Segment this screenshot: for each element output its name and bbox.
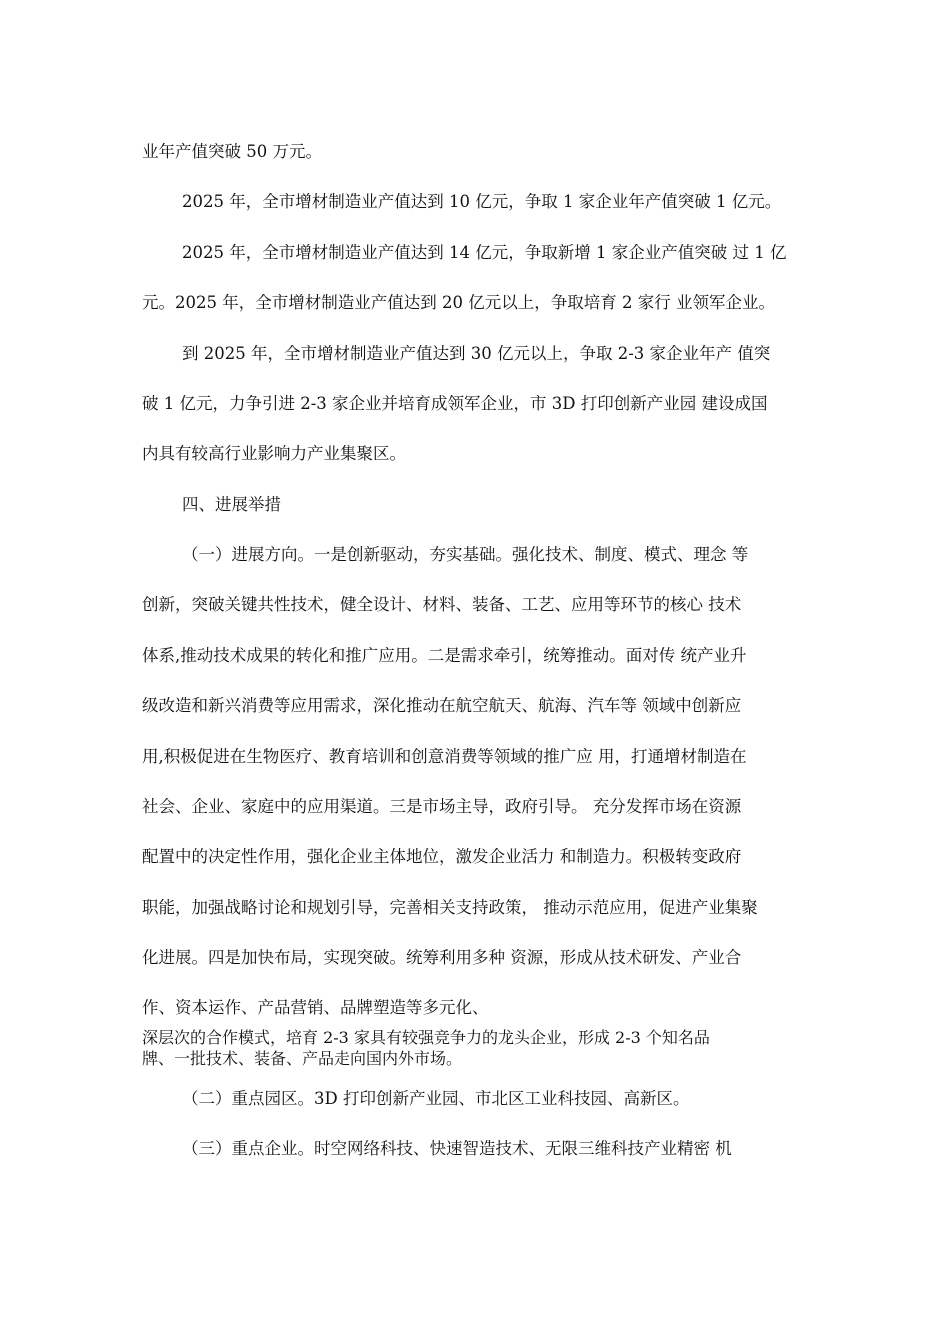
paragraph-line: 职能，加强战略讨论和规划引导，完善相关支持政策， 推动示范应用，促进产业集聚: [142, 898, 758, 917]
paragraph-line: 元。2025 年，全市增材制造业产值达到 20 亿元以上，争取培育 2 家行 业领军企业。: [142, 293, 775, 312]
paragraph-line: 2025 年，全市增材制造业产值达到 10 亿元，争取 1 家企业年产值突破 1 亿元。: [182, 192, 782, 211]
paragraph-line: 级改造和新兴消费等应用需求，深化推动在航空航天、航海、汽车等 领域中创新应: [142, 696, 742, 715]
paragraph-line: 社会、企业、家庭中的应用渠道。三是市场主导，政府引导。 充分发挥市场在资源: [142, 797, 742, 816]
section-heading: 四、进展举措: [182, 495, 281, 514]
paragraph-line: 2025 年，全市增材制造业产值达到 14 亿元，争取新增 1 家企业产值突破 过 1 亿: [182, 243, 787, 262]
paragraph-line: （一）进展方向。一是创新驱动，夯实基础。强化技术、制度、模式、理念 等: [182, 545, 749, 564]
paragraph-line: 到 2025 年，全市增材制造业产值达到 30 亿元以上，争取 2-3 家企业年产 值突: [182, 344, 771, 363]
paragraph-line: （二）重点园区。3D 打印创新产业园、市北区工业科技园、高新区。: [182, 1089, 690, 1108]
paragraph-line: 化进展。四是加快布局，实现突破。统筹利用多种 资源，形成从技术研发、产业合: [142, 948, 742, 967]
paragraph-line: 作、资本运作、产品营销、品牌塑造等多元化、: [142, 998, 489, 1017]
paragraph-line: 深层次的合作模式，培育 2-3 家具有较强竞争力的龙头企业，形成 2-3 个知名品: [142, 1028, 710, 1047]
paragraph-line: 体系,推动技术成果的转化和推广应用。二是需求牵引，统筹推动。面对传 统产业升: [142, 646, 747, 665]
paragraph-line: 用,积极促进在生物医疗、教育培训和创意消费等领域的推广应 用，打通增材制造在: [142, 747, 747, 766]
paragraph-line: 破 1 亿元，力争引进 2-3 家企业并培育成领军企业，市 3D 打印创新产业园 建设成国: [142, 394, 768, 413]
paragraph-line: （三）重点企业。时空网络科技、快速智造技术、无限三维科技产业精密 机: [182, 1139, 732, 1158]
paragraph-line: 牌、一批技术、装备、产品走向国内外市场。: [142, 1049, 463, 1068]
paragraph-line: 内具有较高行业影响力产业集聚区。: [142, 444, 406, 463]
paragraph-line: 创新，突破关键共性技术，健全设计、材料、装备、工艺、应用等环节的核心 技术: [142, 595, 742, 614]
paragraph-line: 配置中的决定性作用，强化企业主体地位，激发企业活力 和制造力。积极转变政府: [142, 847, 742, 866]
paragraph-line: 业年产值突破 50 万元。: [142, 142, 322, 161]
